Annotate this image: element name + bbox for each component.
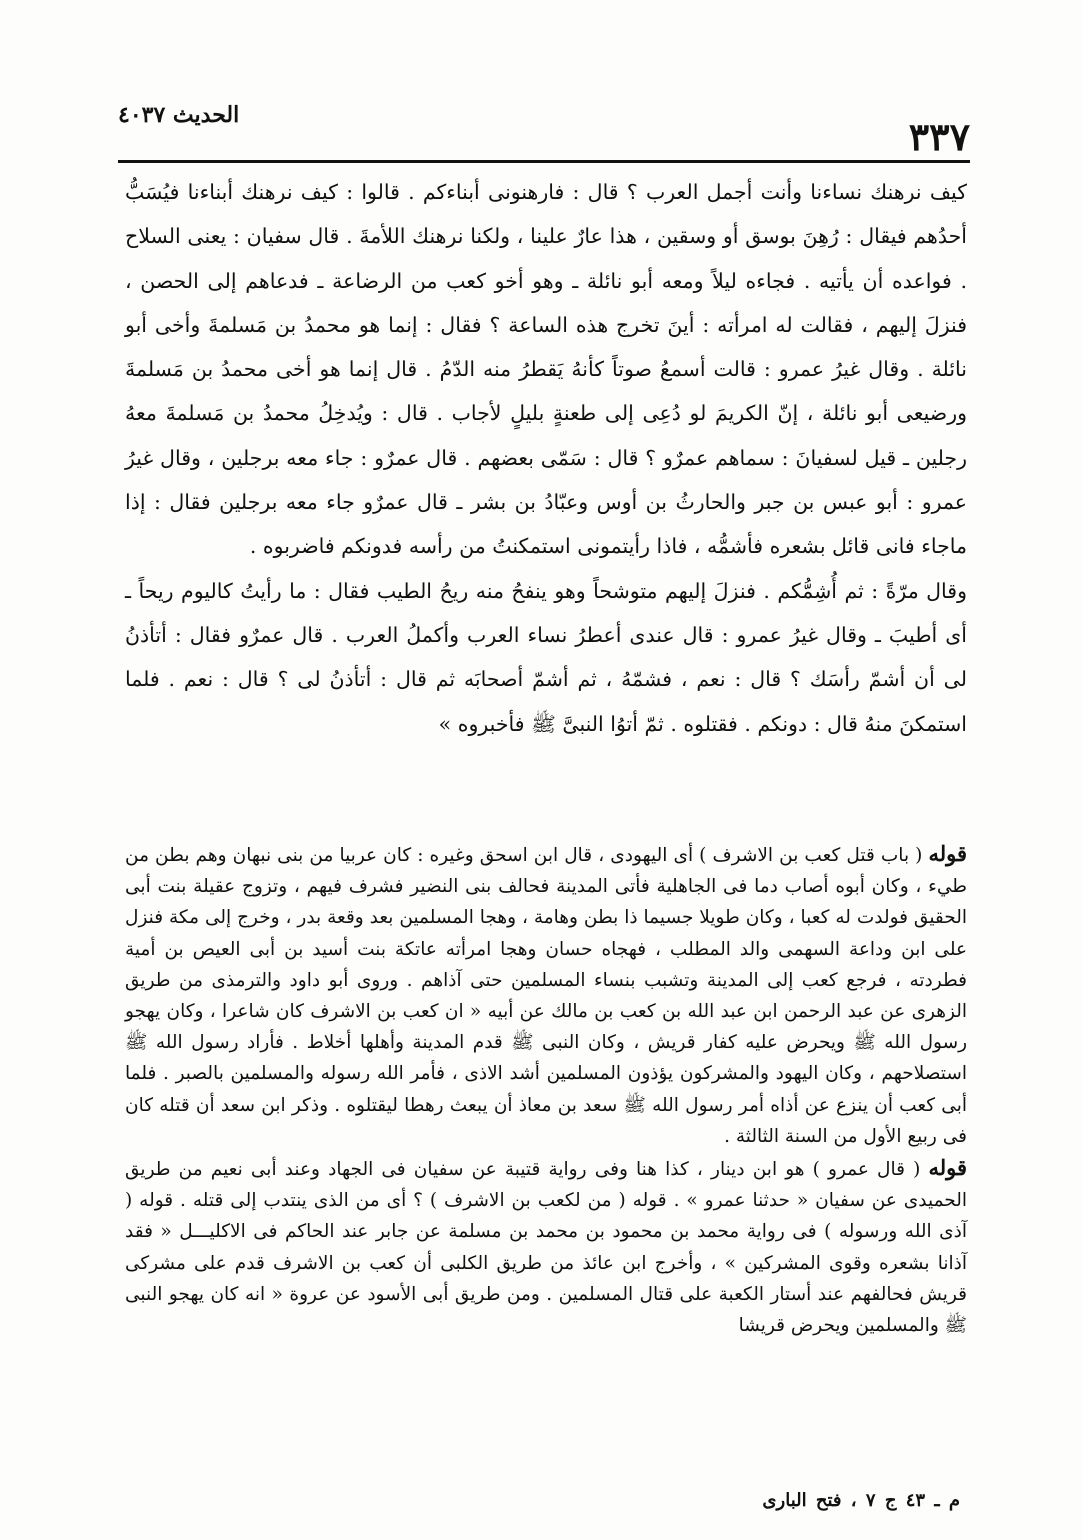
commentary-paragraph: [125, 838, 967, 1152]
header-divider: [118, 160, 970, 163]
commentary-body: ( قال عمرو ) هو ابن دينار ، كذا هنا وفى رواية قتيبة عن سفيان فى الجهاد وعند أبى نعيم من طريق الحميدى عن سفيان « حدثنا عمرو » . قوله ( من لكعب بن الاشرف ) ؟ أى من الذى ينتدب إلى قتله . قوله ( آذى الله ورسوله ) فى رواية محمد بن محمود بن محمد بن مسلمة عن جابر عند الحاكم فى الاكليـــل « فقد آذانا بشعره وقوى المشركين » ، وأخرج ابن عائذ من طريق الكلبى أن كعب بن الاشرف قدم على مشركى قريش فحالفهم عند أستار الكعبة على قتال المسلمين . ومن طريق أبى الأسود عن عروة « انه كان يهجو النبى ﷺ والمسلمين ويحرض قريشا: [125, 1159, 967, 1337]
page-header: [118, 96, 970, 159]
page-number: ٣٣٧: [908, 114, 970, 159]
commentary-text: [125, 838, 967, 1341]
hadith-text: [125, 170, 967, 746]
commentary-lead-word: قوله: [928, 1155, 967, 1181]
commentary-lead-word: قوله: [928, 841, 967, 866]
running-title: الحديث ٤٠٣٧: [118, 102, 240, 128]
commentary-body: ( باب قتل كعب بن الاشرف ) أى اليهودى ، قال ابن اسحق وغيره : كان عربيا من بنى نبهان وهم بطن من طيء ، وكان أبوه أصاب دما فى الجاهلية فأتى المدينة فحالف بنى النضير فشرف فيهم ، وتزوج عقيلة بنت أبى الحقيق فولدت له كعبا ، وكان طويلا جسيما ذا بطن وهامة ، وهجا المسلمين بعد وقعة بدر ، وخرج إلى مكة فنزل على ابن وداعة السهمى والد المطلب ، فهجاه حسان وهجا امرأته عاتكة بنت أسيد بن أبى العيص بن أمية فطردته ، فرجع كعب إلى المدينة وتشبب بنساء المسلمين حتى آذاهم . وروى أبو داود والترمذى من طريق الزهرى عن عبد الرحمن ابن عبد الله بن كعب بن مالك عن أبيه « ان كعب بن الاشرف كان شاعرا ، وكان يهجو رسول الله ﷺ ويحرض عليه كفار قريش ، وكان النبى ﷺ قدم المدينة وأهلها أخلاط . فأراد رسول الله ﷺ استصلاحهم ، وكان اليهود والمشركون يؤذون المسلمين أشد الاذى ، فأمر الله رسوله والمسلمين بالصبر . فلما أبى كعب أن ينزع عن أذاه أمر رسول الله ﷺ سعد بن معاذ أن يبعث رهطا ليقتلوه . وذكر ابن سعد أن قتله كان فى ربيع الأول من السنة الثالثة .: [125, 845, 967, 1147]
hadith-paragraph: وقال مرّةً : ثم أُشِمُّكم . فنزلَ إليهم متوشحاً وهو ينفحُ منه ريحُ الطيب فقال : ما رأيتُ كاليوم ريحاً ـ أى أطيبَ ـ وقال غيرُ عمرو : قال عندى أعطرُ نساء العرب وأكملُ العرب . قال عمرٌو فقال : أتأذنُ لى أن أشمّ رأسَك ؟ قال : نعم ، فشمّهُ ، ثم أشمّ أصحابَه ثم قال : أتأذنُ لى ؟ قال : نعم . فلما استمكنَ منهُ قال : دونكم . فقتلوه . ثمّ أتوُا النبىَّ ﷺ فأخبروه »: [125, 578, 967, 736]
signature-line: م ـ ٤٣ ج ٧ ، فتح البارى: [762, 1490, 960, 1511]
commentary-paragraph: [125, 1152, 967, 1341]
hadith-paragraph: كيف نرهنك نساءنا وأنت أجمل العرب ؟ قال : فارهنونى أبناءكم . قالوا : كيف نرهنك أبناءنا فيُسَبُّ أحدُهم فيقال : رُهِنَ بوسق أو وسقين ، هذا عارٌ علينا ، ولكنا نرهنك اللأمةَ . قال سفيان : يعنى السلاح . فواعده أن يأتيه . فجاءه ليلاً ومعه أبو نائلة ـ وهو أخو كعب من الرضاعة ـ فدعاهم إلى الحصن ، فنزلَ إليهم ، فقالت له امرأته : أينَ تخرج هذه الساعة ؟ فقال : إنما هو محمدُ بن مَسلمةَ وأخى أبو نائلة . وقال غيرُ عمرو : قالت أسمعُ صوتاً كأنهُ يَقطرُ منه الدّمُ . قال إنما هو أخى محمدُ بن مَسلمةَ ورضيعى أبو نائلة ، إنّ الكريمَ لو دُعِى إلى طعنةٍ بليلٍ لأجاب . قال : ويُدخِلُ محمدُ بن مَسلمةَ معهُ رجلين ـ قيل لسفيانَ : سماهم عمرٌو ؟ قال : سَمّى بعضهم . قال عمرٌو : جاء معه برجلين ، وقال غيرُ عمرو : أبو عبس بن جبر والحارثُ بن أوس وعبّادُ بن بشر ـ قال عمرٌو جاء معه برجلين فقال : إذا ماجاء فانى قائل بشعره فأشمُّه ، فاذا رأيتمونى استمكنتُ من رأسه فدونكم فاضربوه .: [125, 180, 967, 559]
